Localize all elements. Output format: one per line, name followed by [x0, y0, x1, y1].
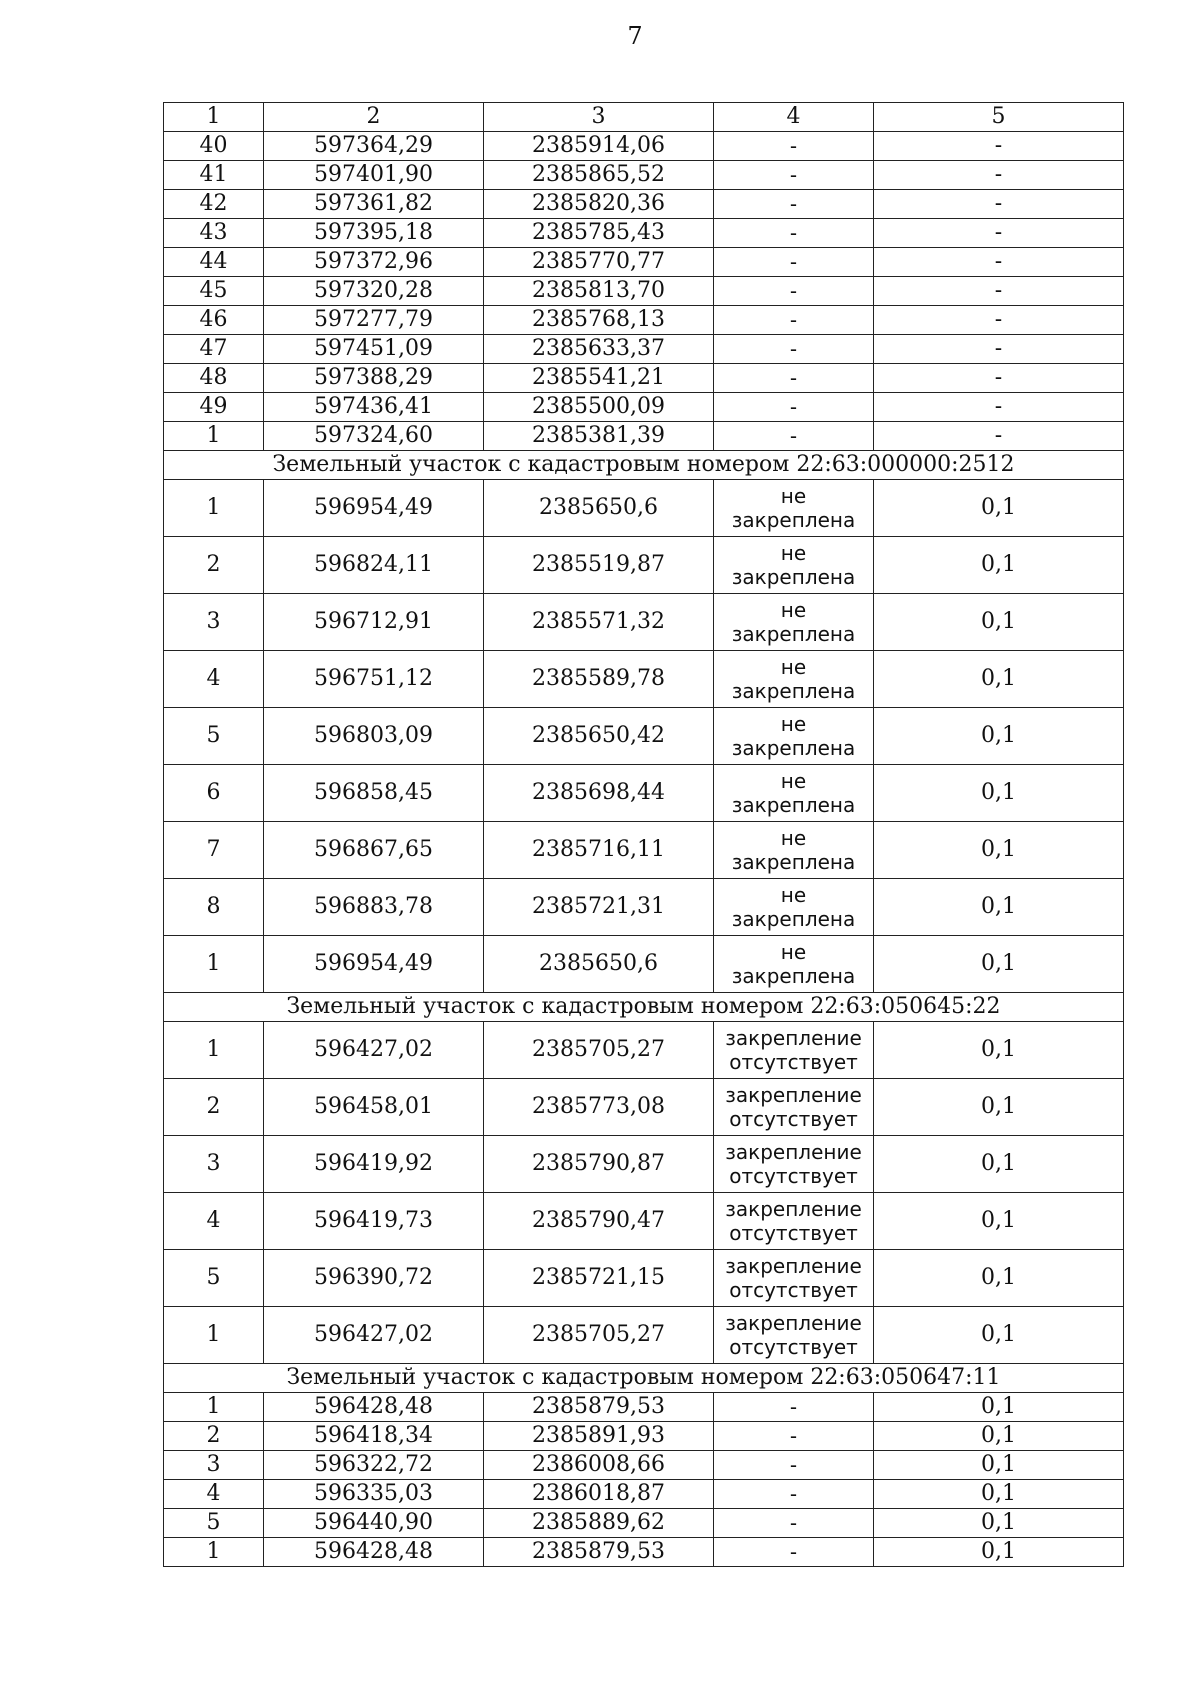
- point-number-cell: 45: [164, 277, 264, 306]
- x-coordinate-cell: 596867,65: [264, 822, 484, 879]
- fixing-method-line: отсутствует: [729, 1335, 858, 1359]
- fixing-method-cell: [714, 936, 874, 993]
- accuracy-cell: -: [874, 393, 1124, 422]
- fixing-method-line: не: [780, 655, 807, 679]
- x-coordinate-cell: 596803,09: [264, 708, 484, 765]
- x-coordinate-cell: 597324,60: [264, 422, 484, 451]
- table-row: [164, 1451, 1124, 1480]
- fixing-method-line: закрепление: [725, 1083, 862, 1107]
- fixing-method-line: закреплена: [731, 850, 856, 874]
- x-coordinate-cell: 597436,41: [264, 393, 484, 422]
- table-row: [164, 190, 1124, 219]
- accuracy-cell: -: [874, 277, 1124, 306]
- fixing-method-cell: -: [714, 219, 874, 248]
- table-row: [164, 161, 1124, 190]
- x-coordinate-cell: 597395,18: [264, 219, 484, 248]
- table-row: [164, 537, 1124, 594]
- accuracy-cell: 0,1: [874, 1422, 1124, 1451]
- coordinates-table: [163, 102, 1124, 1567]
- point-number-cell: 6: [164, 765, 264, 822]
- x-coordinate-cell: 596419,92: [264, 1136, 484, 1193]
- table-row: [164, 364, 1124, 393]
- point-number-cell: 5: [164, 1250, 264, 1307]
- accuracy-cell: -: [874, 248, 1124, 277]
- table-row: [164, 1250, 1124, 1307]
- x-coordinate-cell: 597364,29: [264, 132, 484, 161]
- table-row: [164, 1307, 1124, 1364]
- fixing-method-line: закреплена: [731, 622, 856, 646]
- y-coordinate-cell: 2385889,62: [484, 1509, 714, 1538]
- header-cell: 3: [484, 103, 714, 132]
- fixing-method-cell: -: [714, 277, 874, 306]
- fixing-method-cell: -: [714, 364, 874, 393]
- accuracy-cell: 0,1: [874, 1509, 1124, 1538]
- accuracy-cell: -: [874, 335, 1124, 364]
- fixing-method-line: не: [780, 769, 807, 793]
- y-coordinate-cell: 2385914,06: [484, 132, 714, 161]
- accuracy-cell: 0,1: [874, 765, 1124, 822]
- section-header-row: [164, 1364, 1124, 1393]
- y-coordinate-cell: 2385790,47: [484, 1193, 714, 1250]
- table-row: [164, 936, 1124, 993]
- accuracy-cell: 0,1: [874, 879, 1124, 936]
- accuracy-cell: 0,1: [874, 1079, 1124, 1136]
- fixing-method-line: закреплена: [731, 736, 856, 760]
- fixing-method-line: закрепление: [725, 1311, 862, 1335]
- x-coordinate-cell: 596322,72: [264, 1451, 484, 1480]
- fixing-method-line: закрепление: [725, 1254, 862, 1278]
- fixing-method-line: закрепление: [725, 1197, 862, 1221]
- y-coordinate-cell: 2385773,08: [484, 1079, 714, 1136]
- fixing-method-cell: -: [714, 393, 874, 422]
- table-row: [164, 1022, 1124, 1079]
- point-number-cell: 42: [164, 190, 264, 219]
- section-header-row: [164, 451, 1124, 480]
- point-number-cell: 7: [164, 822, 264, 879]
- table-row: [164, 594, 1124, 651]
- point-number-cell: 47: [164, 335, 264, 364]
- fixing-method-line: закреплена: [731, 508, 856, 532]
- y-coordinate-cell: 2385705,27: [484, 1307, 714, 1364]
- table-row: [164, 1538, 1124, 1567]
- table-row: [164, 306, 1124, 335]
- y-coordinate-cell: 2385633,37: [484, 335, 714, 364]
- accuracy-cell: -: [874, 161, 1124, 190]
- header-row: [164, 103, 1124, 132]
- fixing-method-line: отсутствует: [729, 1278, 858, 1302]
- accuracy-cell: 0,1: [874, 1250, 1124, 1307]
- table-row: [164, 480, 1124, 537]
- y-coordinate-cell: 2385721,15: [484, 1250, 714, 1307]
- accuracy-cell: -: [874, 132, 1124, 161]
- x-coordinate-cell: 596824,11: [264, 537, 484, 594]
- x-coordinate-cell: 597361,82: [264, 190, 484, 219]
- x-coordinate-cell: 596428,48: [264, 1393, 484, 1422]
- header-cell: 5: [874, 103, 1124, 132]
- fixing-method-cell: [714, 822, 874, 879]
- fixing-method-cell: -: [714, 161, 874, 190]
- point-number-cell: 48: [164, 364, 264, 393]
- fixing-method-cell: -: [714, 1509, 874, 1538]
- x-coordinate-cell: 597451,09: [264, 335, 484, 364]
- fixing-method-cell: -: [714, 132, 874, 161]
- point-number-cell: 40: [164, 132, 264, 161]
- header-cell: 1: [164, 103, 264, 132]
- table-row: [164, 393, 1124, 422]
- y-coordinate-cell: 2385650,6: [484, 936, 714, 993]
- x-coordinate-cell: 597372,96: [264, 248, 484, 277]
- point-number-cell: 8: [164, 879, 264, 936]
- point-number-cell: 49: [164, 393, 264, 422]
- table-row: [164, 1422, 1124, 1451]
- fixing-method-cell: [714, 1250, 874, 1307]
- accuracy-cell: 0,1: [874, 936, 1124, 993]
- accuracy-cell: 0,1: [874, 1393, 1124, 1422]
- y-coordinate-cell: 2385519,87: [484, 537, 714, 594]
- table-row: [164, 822, 1124, 879]
- fixing-method-line: закреплена: [731, 964, 856, 988]
- section-header-row: [164, 993, 1124, 1022]
- accuracy-cell: 0,1: [874, 1193, 1124, 1250]
- table-row: [164, 219, 1124, 248]
- accuracy-cell: 0,1: [874, 1480, 1124, 1509]
- fixing-method-line: не: [780, 541, 807, 565]
- x-coordinate-cell: 596751,12: [264, 651, 484, 708]
- fixing-method-cell: -: [714, 335, 874, 364]
- x-coordinate-cell: 596440,90: [264, 1509, 484, 1538]
- section-title: Земельный участок с кадастровым номером 22:63:050647:11: [164, 1364, 1124, 1393]
- point-number-cell: 2: [164, 1079, 264, 1136]
- y-coordinate-cell: 2385879,53: [484, 1538, 714, 1567]
- table-row: [164, 708, 1124, 765]
- accuracy-cell: 0,1: [874, 537, 1124, 594]
- fixing-method-cell: -: [714, 1480, 874, 1509]
- point-number-cell: 2: [164, 537, 264, 594]
- table-row: [164, 1136, 1124, 1193]
- accuracy-cell: 0,1: [874, 708, 1124, 765]
- fixing-method-cell: -: [714, 1538, 874, 1567]
- accuracy-cell: -: [874, 306, 1124, 335]
- fixing-method-cell: [714, 651, 874, 708]
- fixing-method-cell: [714, 537, 874, 594]
- accuracy-cell: 0,1: [874, 594, 1124, 651]
- accuracy-cell: 0,1: [874, 822, 1124, 879]
- fixing-method-cell: -: [714, 1393, 874, 1422]
- y-coordinate-cell: 2385571,32: [484, 594, 714, 651]
- fixing-method-line: закрепление: [725, 1026, 862, 1050]
- accuracy-cell: -: [874, 219, 1124, 248]
- y-coordinate-cell: 2385768,13: [484, 306, 714, 335]
- point-number-cell: 1: [164, 1022, 264, 1079]
- fixing-method-cell: -: [714, 190, 874, 219]
- point-number-cell: 5: [164, 1509, 264, 1538]
- point-number-cell: 1: [164, 480, 264, 537]
- table-row: [164, 651, 1124, 708]
- fixing-method-line: не: [780, 484, 807, 508]
- y-coordinate-cell: 2385381,39: [484, 422, 714, 451]
- y-coordinate-cell: 2385716,11: [484, 822, 714, 879]
- table-row: [164, 422, 1124, 451]
- table-body: [164, 103, 1124, 1567]
- fixing-method-cell: [714, 1193, 874, 1250]
- y-coordinate-cell: 2385698,44: [484, 765, 714, 822]
- fixing-method-cell: -: [714, 422, 874, 451]
- fixing-method-line: закреплена: [731, 907, 856, 931]
- y-coordinate-cell: 2385541,21: [484, 364, 714, 393]
- point-number-cell: 1: [164, 1538, 264, 1567]
- accuracy-cell: 0,1: [874, 1022, 1124, 1079]
- point-number-cell: 4: [164, 1193, 264, 1250]
- accuracy-cell: 0,1: [874, 651, 1124, 708]
- point-number-cell: 41: [164, 161, 264, 190]
- y-coordinate-cell: 2385891,93: [484, 1422, 714, 1451]
- fixing-method-line: закреплена: [731, 565, 856, 589]
- fixing-method-cell: -: [714, 1451, 874, 1480]
- y-coordinate-cell: 2385650,42: [484, 708, 714, 765]
- y-coordinate-cell: 2385813,70: [484, 277, 714, 306]
- x-coordinate-cell: 597320,28: [264, 277, 484, 306]
- x-coordinate-cell: 596954,49: [264, 480, 484, 537]
- fixing-method-line: закреплена: [731, 793, 856, 817]
- x-coordinate-cell: 596954,49: [264, 936, 484, 993]
- x-coordinate-cell: 596335,03: [264, 1480, 484, 1509]
- fixing-method-cell: [714, 879, 874, 936]
- fixing-method-cell: [714, 1022, 874, 1079]
- fixing-method-line: отсутствует: [729, 1221, 858, 1245]
- header-cell: 4: [714, 103, 874, 132]
- fixing-method-cell: [714, 594, 874, 651]
- y-coordinate-cell: 2385820,36: [484, 190, 714, 219]
- table-row: [164, 1079, 1124, 1136]
- fixing-method-cell: [714, 1136, 874, 1193]
- point-number-cell: 44: [164, 248, 264, 277]
- fixing-method-line: не: [780, 883, 807, 907]
- accuracy-cell: -: [874, 190, 1124, 219]
- fixing-method-line: не: [780, 712, 807, 736]
- x-coordinate-cell: 596712,91: [264, 594, 484, 651]
- point-number-cell: 2: [164, 1422, 264, 1451]
- y-coordinate-cell: 2386018,87: [484, 1480, 714, 1509]
- y-coordinate-cell: 2385705,27: [484, 1022, 714, 1079]
- point-number-cell: 3: [164, 594, 264, 651]
- table-row: [164, 277, 1124, 306]
- fixing-method-cell: -: [714, 248, 874, 277]
- y-coordinate-cell: 2386008,66: [484, 1451, 714, 1480]
- fixing-method-line: отсутствует: [729, 1107, 858, 1131]
- fixing-method-line: закрепление: [725, 1140, 862, 1164]
- y-coordinate-cell: 2385500,09: [484, 393, 714, 422]
- x-coordinate-cell: 597277,79: [264, 306, 484, 335]
- x-coordinate-cell: 597388,29: [264, 364, 484, 393]
- table-row: [164, 1480, 1124, 1509]
- table-row: [164, 1193, 1124, 1250]
- table-row: [164, 1509, 1124, 1538]
- accuracy-cell: 0,1: [874, 1307, 1124, 1364]
- y-coordinate-cell: 2385865,52: [484, 161, 714, 190]
- fixing-method-cell: [714, 765, 874, 822]
- point-number-cell: 1: [164, 936, 264, 993]
- point-number-cell: 1: [164, 422, 264, 451]
- accuracy-cell: 0,1: [874, 1136, 1124, 1193]
- x-coordinate-cell: 597401,90: [264, 161, 484, 190]
- fixing-method-cell: [714, 1079, 874, 1136]
- point-number-cell: 4: [164, 1480, 264, 1509]
- y-coordinate-cell: 2385785,43: [484, 219, 714, 248]
- point-number-cell: 3: [164, 1136, 264, 1193]
- y-coordinate-cell: 2385790,87: [484, 1136, 714, 1193]
- fixing-method-cell: -: [714, 1422, 874, 1451]
- fixing-method-cell: [714, 1307, 874, 1364]
- section-title: Земельный участок с кадастровым номером 22:63:050645:22: [164, 993, 1124, 1022]
- fixing-method-line: отсутствует: [729, 1050, 858, 1074]
- x-coordinate-cell: 596458,01: [264, 1079, 484, 1136]
- table-row: [164, 765, 1124, 822]
- x-coordinate-cell: 596858,45: [264, 765, 484, 822]
- point-number-cell: 43: [164, 219, 264, 248]
- point-number-cell: 1: [164, 1393, 264, 1422]
- accuracy-cell: 0,1: [874, 1538, 1124, 1567]
- fixing-method-cell: [714, 480, 874, 537]
- y-coordinate-cell: 2385589,78: [484, 651, 714, 708]
- y-coordinate-cell: 2385650,6: [484, 480, 714, 537]
- y-coordinate-cell: 2385879,53: [484, 1393, 714, 1422]
- y-coordinate-cell: 2385770,77: [484, 248, 714, 277]
- y-coordinate-cell: 2385721,31: [484, 879, 714, 936]
- table-row: [164, 1393, 1124, 1422]
- x-coordinate-cell: 596427,02: [264, 1307, 484, 1364]
- fixing-method-cell: -: [714, 306, 874, 335]
- page-number: 7: [627, 22, 643, 50]
- fixing-method-line: не: [780, 598, 807, 622]
- section-title: Земельный участок с кадастровым номером 22:63:000000:2512: [164, 451, 1124, 480]
- accuracy-cell: 0,1: [874, 480, 1124, 537]
- x-coordinate-cell: 596419,73: [264, 1193, 484, 1250]
- x-coordinate-cell: 596427,02: [264, 1022, 484, 1079]
- accuracy-cell: -: [874, 364, 1124, 393]
- header-cell: 2: [264, 103, 484, 132]
- x-coordinate-cell: 596428,48: [264, 1538, 484, 1567]
- table-row: [164, 879, 1124, 936]
- fixing-method-line: не: [780, 826, 807, 850]
- table-row: [164, 248, 1124, 277]
- point-number-cell: 46: [164, 306, 264, 335]
- point-number-cell: 5: [164, 708, 264, 765]
- table-row: [164, 132, 1124, 161]
- point-number-cell: 3: [164, 1451, 264, 1480]
- point-number-cell: 1: [164, 1307, 264, 1364]
- x-coordinate-cell: 596418,34: [264, 1422, 484, 1451]
- x-coordinate-cell: 596883,78: [264, 879, 484, 936]
- accuracy-cell: -: [874, 422, 1124, 451]
- fixing-method-cell: [714, 708, 874, 765]
- fixing-method-line: отсутствует: [729, 1164, 858, 1188]
- accuracy-cell: 0,1: [874, 1451, 1124, 1480]
- table-row: [164, 335, 1124, 364]
- x-coordinate-cell: 596390,72: [264, 1250, 484, 1307]
- fixing-method-line: закреплена: [731, 679, 856, 703]
- fixing-method-line: не: [780, 940, 807, 964]
- point-number-cell: 4: [164, 651, 264, 708]
